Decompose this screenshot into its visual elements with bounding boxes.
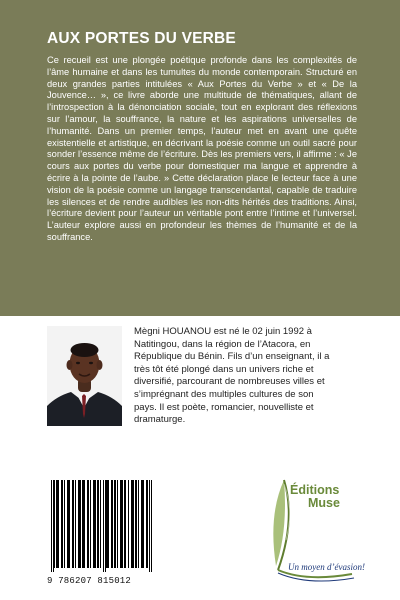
isbn-barcode [47,478,162,574]
publisher-logo [266,470,365,586]
book-summary: Ce recueil est une plongée poétique profonde dans les complexités de l’âme humaine et dans les tumultes du monde contemporain. Structuré en deux grandes parties intitulées « Aux Portes du Verbe » et « De la Jouvence… », ce livre aborde une multitude de thématiques, allant de l’introspection à la dénonciation sociale, tout en explorant des réflexions sur l’amour, la souffrance, la nature et les aspirations universelles de l’humanité. Dans un premier temps, l’auteur met en avant une quête existentielle et artistique, en décrivant la poésie comme un outil sacré pour sonder l’essence même de l’écriture. Dès les premiers vers, il affirme : « Je cours aux portes du verbe pour domestiquer ma langue et apprendre à écrire à la pointe de l’aube. » Cette déclaration place le lecteur face à une vision de la poésie comme un langage transcendantal, capable de traduire les silences et de rendre audibles les non-dits hérités des traditions. Ainsi, l’écriture devient pour l’auteur un véritable pont entre l’intime et l’universel. L’auteur explore aussi en profondeur les thèmes de l’humanité et de la souffrance. [47,55,357,242]
author-photo [47,326,122,426]
isbn-number: 9 786207 815012 [47,576,132,586]
book-title: AUX PORTES DU VERBE [47,30,236,47]
publisher-slogan: Un moyen d’évasion! [288,562,365,572]
author-biography: Mègni HOUANOU est né le 02 juin 1992 à Natitingou, dans la région de l’Atacora, en République du Bénin. Fils d’un enseignant, il a très tôt été plongé dans un univers riche et diversifié, parcourant de nombreuses villes et s’imprégnant des multiples cultures de son pays. Il est poète, romancier, nouvelliste et dramaturge. [134,326,330,426]
publisher-name-line2: Muse [308,496,340,510]
publisher-name-line1: Éditions [290,483,340,497]
